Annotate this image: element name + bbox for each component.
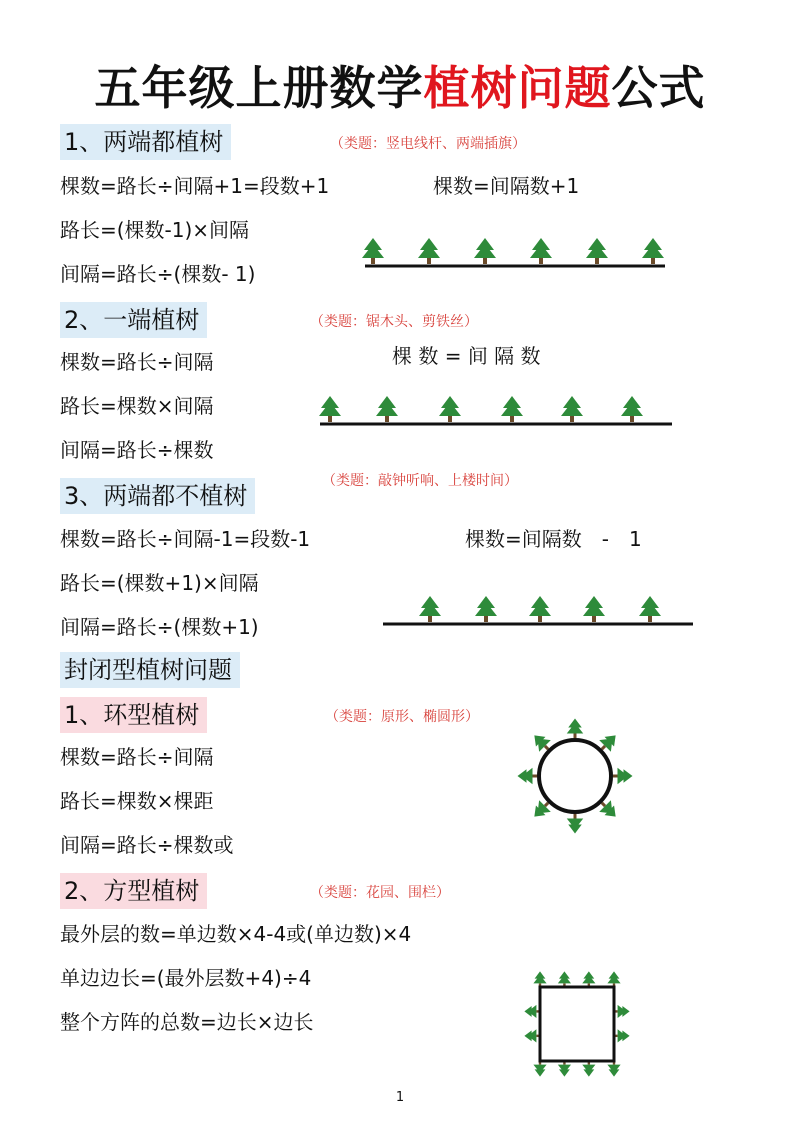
tree-icon <box>418 238 440 264</box>
ring-tree-diagram <box>515 712 635 837</box>
tree-icon <box>586 238 608 264</box>
tree-icon <box>533 1061 546 1077</box>
section-heading-ring: 1、环型植树 <box>60 697 207 733</box>
formula-trees: 棵数=路长÷间隔+1=段数+1 <box>60 174 330 198</box>
tree-icon <box>613 768 633 785</box>
tree-icon <box>582 971 595 987</box>
tree-icon <box>533 971 546 987</box>
page-number: 1 <box>395 1090 405 1105</box>
tree-icon <box>567 719 584 739</box>
formula-side: 棵数=间隔数 - 1 <box>465 527 642 551</box>
tree-icon <box>439 396 461 422</box>
formula-interval: 间隔=路长÷(棵数- 1) <box>60 262 256 286</box>
tree-icon <box>567 814 584 834</box>
title-highlight: 植树问题 <box>423 61 612 115</box>
tree-icon <box>475 596 497 622</box>
formula-trees: 棵数=路长÷间隔 <box>60 745 214 769</box>
example-note: （类题：锯木头、剪铁丝） <box>310 314 478 330</box>
formula-side: 棵 数 = 间 隔 数 <box>392 344 541 368</box>
tree-icon <box>614 1005 630 1018</box>
tree-icon <box>561 396 583 422</box>
title-main: 五年级上册数学 <box>94 61 424 115</box>
example-note: （类题：竖电线杆、两端插旗） <box>330 136 526 152</box>
formula-length: 路长=棵数×棵距 <box>60 789 214 813</box>
tree-icon <box>524 1005 540 1018</box>
tree-icon <box>642 238 664 264</box>
section-heading-neither-end: 3、两端都不植树 <box>60 478 255 514</box>
formula-side-length: 单边边长=(最外层数+4)÷4 <box>60 966 312 990</box>
ring-shape <box>539 740 611 812</box>
tree-icon <box>501 396 523 422</box>
example-note: （类题：原形、椭圆形） <box>325 709 479 725</box>
tree-icon <box>524 1029 540 1042</box>
tree-icon <box>558 1061 571 1077</box>
formula-interval: 间隔=路长÷棵数 <box>60 438 214 462</box>
formula-total: 整个方阵的总数=边长×边长 <box>60 1010 314 1034</box>
tree-icon <box>558 971 571 987</box>
tree-icon <box>362 238 384 264</box>
example-note: （类题：敲钟听响、上楼时间） <box>322 473 518 489</box>
tree-icon <box>583 596 605 622</box>
tree-icon <box>518 768 538 785</box>
tree-icon <box>607 1061 620 1077</box>
formula-interval: 间隔=路长÷(棵数+1) <box>60 615 259 639</box>
formula-trees: 棵数=路长÷间隔-1=段数-1 <box>60 527 311 551</box>
tree-line-diagram-one-end <box>310 388 680 433</box>
title-tail: 公式 <box>611 61 706 115</box>
tree-icon <box>607 971 620 987</box>
tree-icon <box>474 238 496 264</box>
formula-length: 路长=棵数×间隔 <box>60 394 214 418</box>
tree-line-diagram-neither-end <box>378 590 698 635</box>
section-heading-both-ends: 1、两端都植树 <box>60 124 231 160</box>
formula-interval: 间隔=路长÷棵数或 <box>60 833 234 857</box>
formula-length: 路长=(棵数-1)×间隔 <box>60 218 250 242</box>
tree-icon <box>376 396 398 422</box>
tree-icon <box>582 1061 595 1077</box>
square-shape <box>540 987 614 1061</box>
tree-icon <box>614 1029 630 1042</box>
tree-icon <box>530 238 552 264</box>
section-heading-one-end: 2、一端植树 <box>60 302 207 338</box>
tree-icon <box>621 396 643 422</box>
section-heading-square: 2、方型植树 <box>60 873 207 909</box>
formula-trees: 棵数=路长÷间隔 <box>60 350 214 374</box>
formula-length: 路长=(棵数+1)×间隔 <box>60 571 259 595</box>
formula-outer: 最外层的数=单边数×4-4或(单边数)×4 <box>60 922 412 946</box>
tree-icon <box>639 596 661 622</box>
square-tree-diagram <box>518 965 638 1080</box>
page-title <box>0 52 800 118</box>
tree-line-diagram-both-ends <box>355 230 675 275</box>
tree-icon <box>319 396 341 422</box>
tree-icon <box>419 596 441 622</box>
example-note: （类题：花园、围栏） <box>310 885 450 901</box>
closed-heading: 封闭型植树问题 <box>60 652 240 688</box>
tree-icon <box>529 596 551 622</box>
formula-side: 棵数=间隔数+1 <box>433 174 580 198</box>
